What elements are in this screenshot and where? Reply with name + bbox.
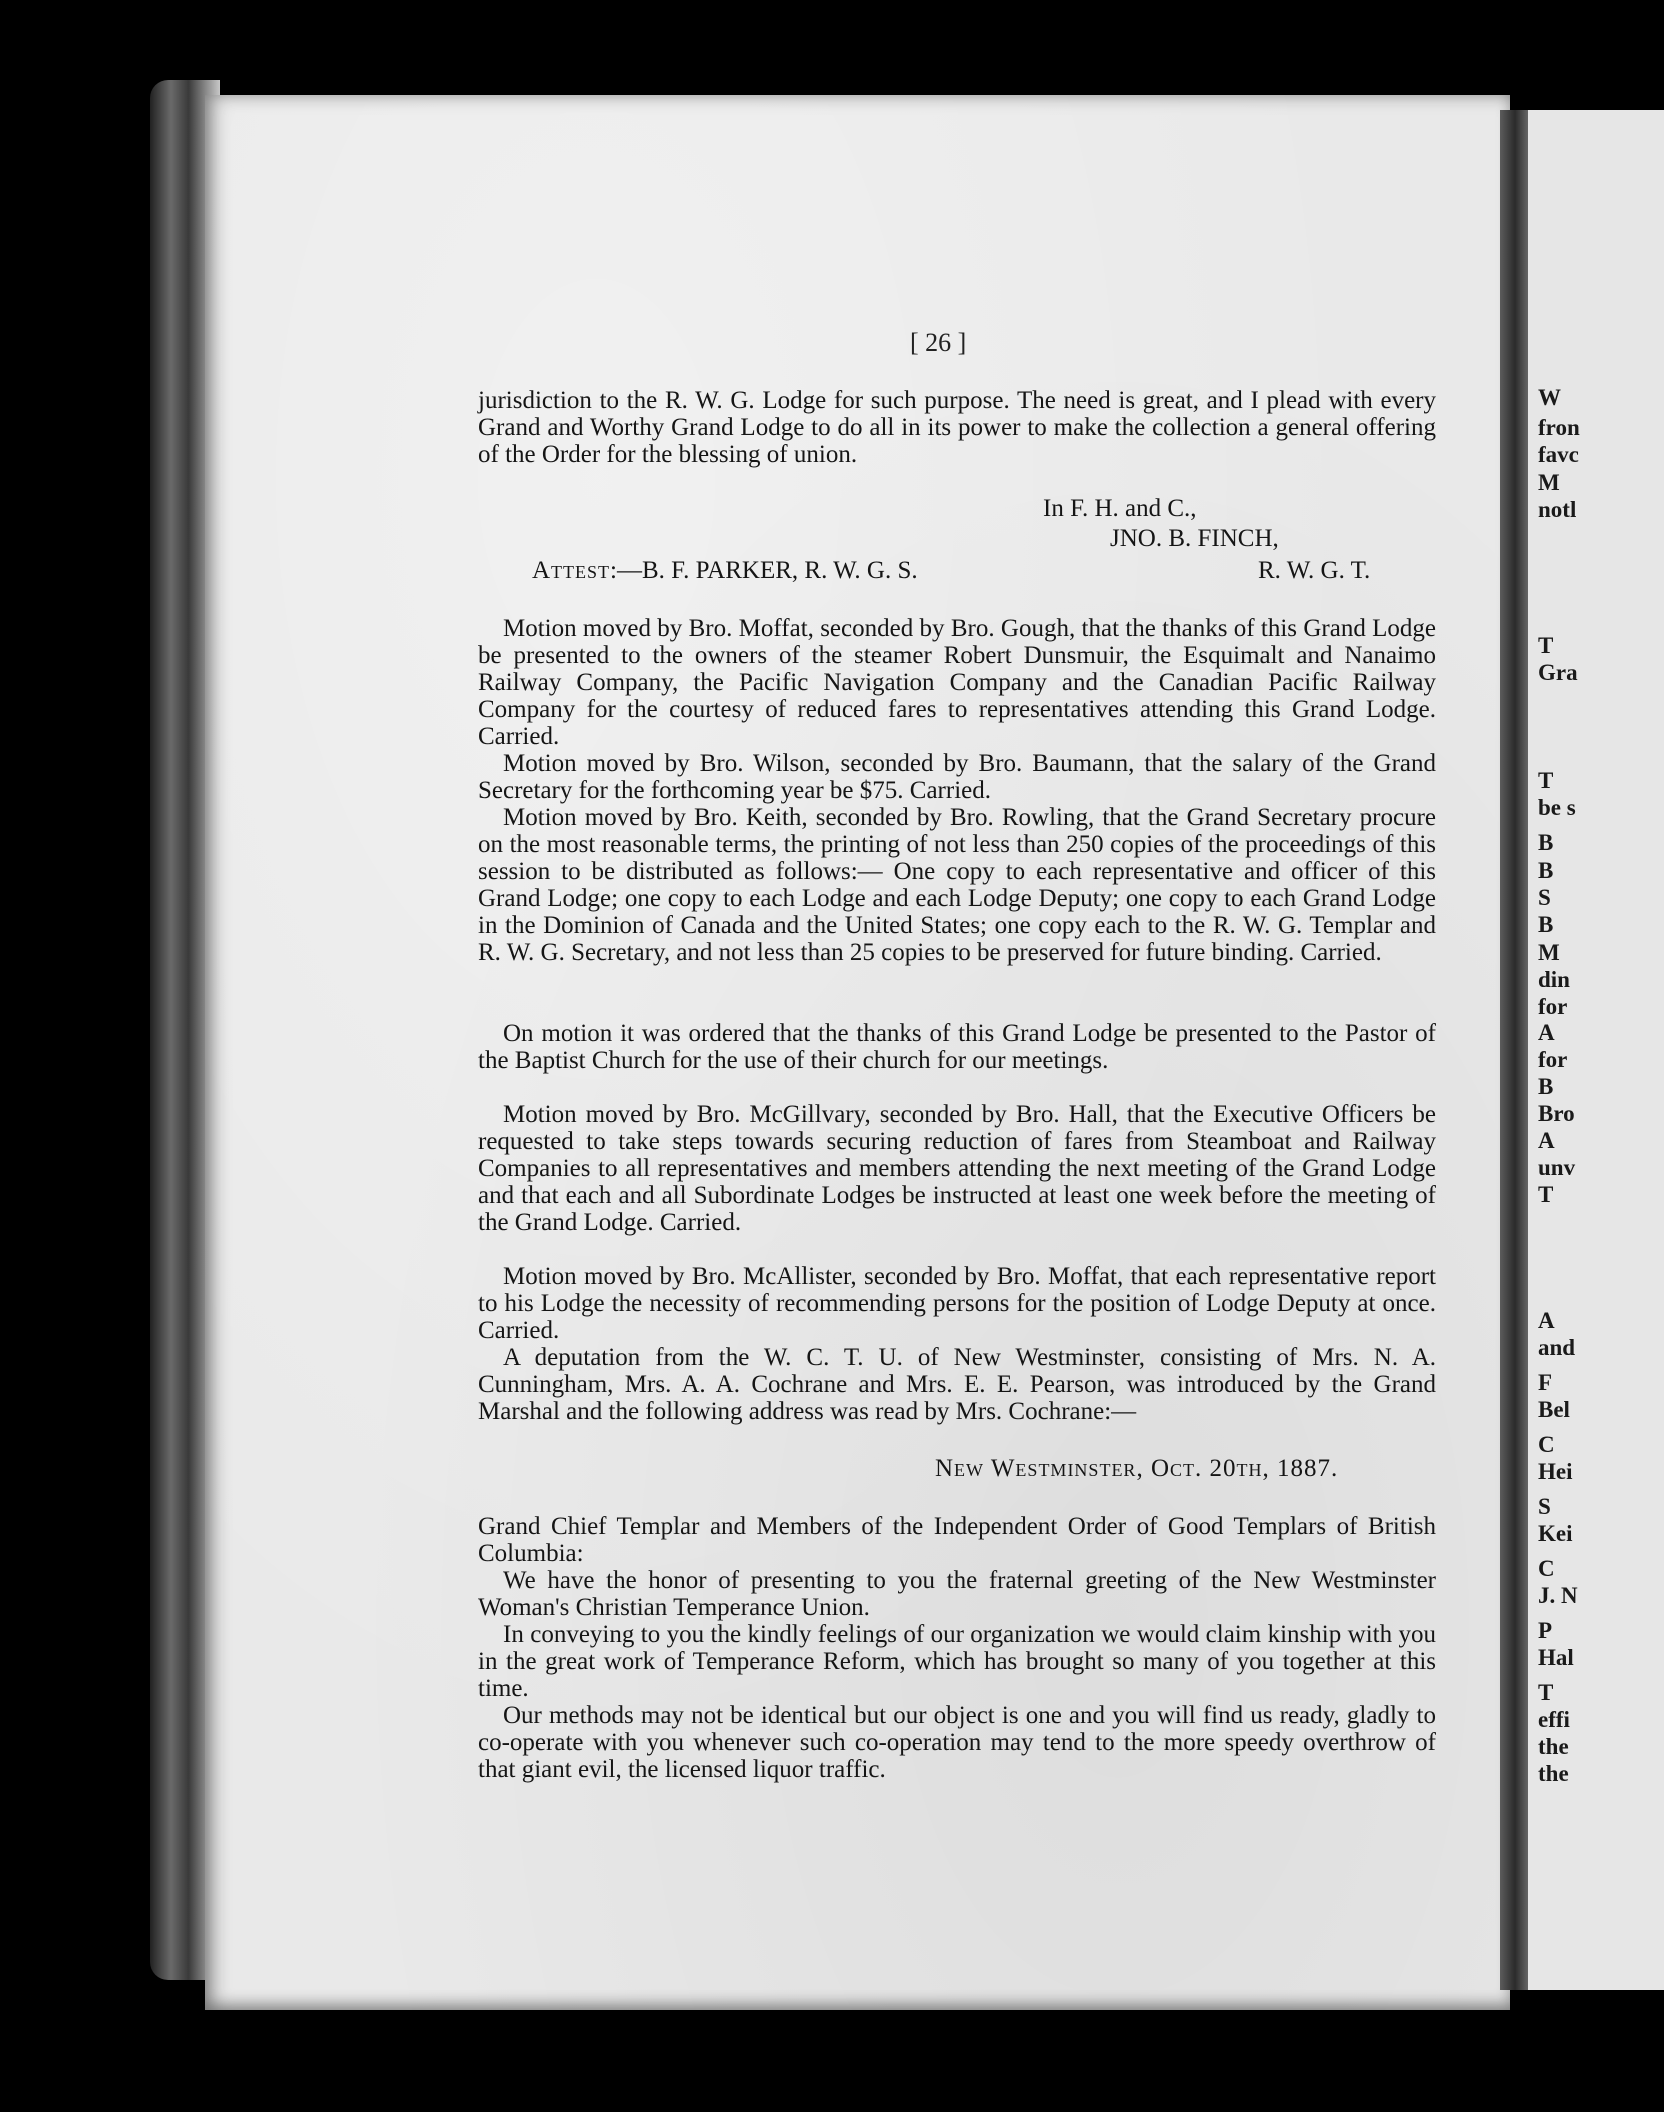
adjacent-page-fragment: J. N: [1538, 1583, 1578, 1608]
attest-label: Attest: [532, 557, 611, 584]
adjacent-page-fragment: for: [1538, 994, 1568, 1019]
adjacent-page-fragment: for: [1538, 1047, 1568, 1072]
adjacent-page-fragment: Bel: [1538, 1397, 1570, 1422]
adjacent-page-fragment: the: [1538, 1734, 1569, 1759]
page-gutter: [1500, 110, 1530, 1990]
adjacent-page-fragment: C: [1538, 1432, 1555, 1457]
adjacent-page-fragment: Hal: [1538, 1645, 1574, 1670]
signer-name: JNO. B. FINCH,: [1110, 525, 1279, 552]
adjacent-page-fragment: B: [1538, 858, 1554, 883]
adjacent-page-fragment: C: [1538, 1556, 1555, 1581]
adjacent-page-fragment: S: [1538, 1494, 1551, 1519]
adjacent-page-fragment: B: [1538, 1074, 1554, 1099]
address-paragraph: Our methods may not be identical but our object is one and you will find us ready, gladly to co-operate with you whenever such co-operation may tend to the more speedy overthrow of that giant evil, the licensed liquor traffic.: [478, 1702, 1436, 1783]
adjacent-page-fragment: F: [1538, 1370, 1553, 1395]
adjacent-page-fragment: Kei: [1538, 1521, 1573, 1546]
dateline: New Westminster, Oct. 20th, 1887.: [935, 1455, 1339, 1482]
adjacent-page-fragment: fron: [1538, 415, 1580, 440]
adjacent-page-fragment: W: [1538, 385, 1561, 410]
adjacent-page-fragment: T: [1538, 1182, 1554, 1207]
adjacent-page-fragment: notl: [1538, 497, 1577, 522]
adjacent-page-fragment: A: [1538, 1128, 1555, 1153]
adjacent-page-fragment: B: [1538, 830, 1554, 855]
deputation-paragraph: A deputation from the W. C. T. U. of New Westminster, consisting of Mrs. N. A. Cunningham, Mrs. A. A. Cochrane and Mrs. E. E. Pearson, was introduced by the Grand Marshal and the following address was read by Mrs. Cochrane:—: [478, 1344, 1436, 1425]
address-paragraph: In conveying to you the kindly feelings of our organization we would claim kinship with you in the great work of Temperance Reform, which has brought so many of you together at this time.: [478, 1621, 1436, 1702]
closing: In F. H. and C.,: [1043, 495, 1197, 522]
adjacent-page-fragment: A: [1538, 1308, 1555, 1333]
motion-paragraph: Motion moved by Bro. McGillvary, seconded by Bro. Hall, that the Executive Officers be requested to take steps towards securing reduction of fares from Steamboat and Railway Companies to all representatives and members attending the next meeting of the Grand Lodge and that each and all Subordinate Lodges be instructed at least one week before the meeting of the Grand Lodge. Carried.: [478, 1101, 1436, 1236]
adjacent-page-fragment: unv: [1538, 1155, 1576, 1180]
adjacent-page-fragment: din: [1538, 967, 1570, 992]
adjacent-page-fragment: and: [1538, 1335, 1576, 1360]
adjacent-page-fragment: Hei: [1538, 1459, 1573, 1484]
adjacent-page-fragment: T: [1538, 768, 1554, 793]
motion-paragraph: On motion it was ordered that the thanks of this Grand Lodge be presented to the Pastor of the Baptist Church for the use of their church for our meetings.: [478, 1020, 1436, 1074]
adjacent-page-fragment: T: [1538, 633, 1554, 658]
adjacent-page-fragment: A: [1538, 1020, 1555, 1045]
adjacent-page-fragment: B: [1538, 912, 1554, 937]
attest-name: :—B. F. PARKER, R. W. G. S.: [610, 557, 918, 584]
adjacent-page-fragment: favc: [1538, 442, 1579, 467]
address-salutation: Grand Chief Templar and Members of the Independent Order of Good Templars of British Columbia:: [478, 1513, 1436, 1567]
motion-paragraph: Motion moved by Bro. McAllister, seconded by Bro. Moffat, that each representative report to his Lodge the necessity of recommending persons for the position of Lodge Deputy at once. Carried.: [478, 1263, 1436, 1344]
adjacent-page-fragment: effi: [1538, 1707, 1570, 1732]
signer-title: R. W. G. T.: [1258, 557, 1371, 584]
adjacent-page-fragment: M: [1538, 940, 1560, 965]
adjacent-page-fragment: the: [1538, 1761, 1569, 1786]
adjacent-page-fragment: S: [1538, 885, 1551, 910]
motion-paragraph: Motion moved by Bro. Moffat, seconded by Bro. Gough, that the thanks of this Grand Lodge be presented to the owners of the steamer Robert Dunsmuir, the Esquimalt and Nanaimo Railway Company, the Pacific Navigation Company and the Canadian Pacific Railway Company for the courtesy of reduced fares to representatives attending this Grand Lodge. Carried.: [478, 615, 1436, 750]
attest-line: [532, 557, 918, 584]
adjacent-page-fragment: Gra: [1538, 660, 1578, 685]
page-number: [ 26 ]: [910, 328, 967, 357]
adjacent-page-edge: [1528, 110, 1664, 1990]
motion-paragraph: Motion moved by Bro. Wilson, seconded by Bro. Baumann, that the salary of the Grand Secretary for the forthcoming year be $75. Carried.: [478, 750, 1436, 804]
adjacent-page-fragment: T: [1538, 1680, 1554, 1705]
adjacent-page-fragment: be s: [1538, 795, 1576, 820]
adjacent-page-fragment: M: [1538, 470, 1560, 495]
opening-paragraph: jurisdiction to the R. W. G. Lodge for such purpose. The need is great, and I plead with every Grand and Worthy Grand Lodge to do all in its power to make the collection a general offering of the Order for the blessing of union.: [478, 387, 1436, 468]
motion-paragraph: Motion moved by Bro. Keith, seconded by Bro. Rowling, that the Grand Secretary procure on the most reasonable terms, the printing of not less than 250 copies of the proceedings of this session to be distributed as follows:— One copy to each representative and officer of this Grand Lodge; one copy to each Lodge and each Lodge Deputy; one copy to each Grand Lodge in the Dominion of Canada and the United States; one copy each to the R. W. G. Templar and R. W. G. Secretary, and not less than 25 copies to be preserved for future binding. Carried.: [478, 804, 1436, 966]
adjacent-page-fragment: Bro: [1538, 1101, 1575, 1126]
address-paragraph: We have the honor of presenting to you the fraternal greeting of the New Westminster Woman's Christian Temperance Union.: [478, 1567, 1436, 1621]
adjacent-page-fragment: P: [1538, 1618, 1553, 1643]
